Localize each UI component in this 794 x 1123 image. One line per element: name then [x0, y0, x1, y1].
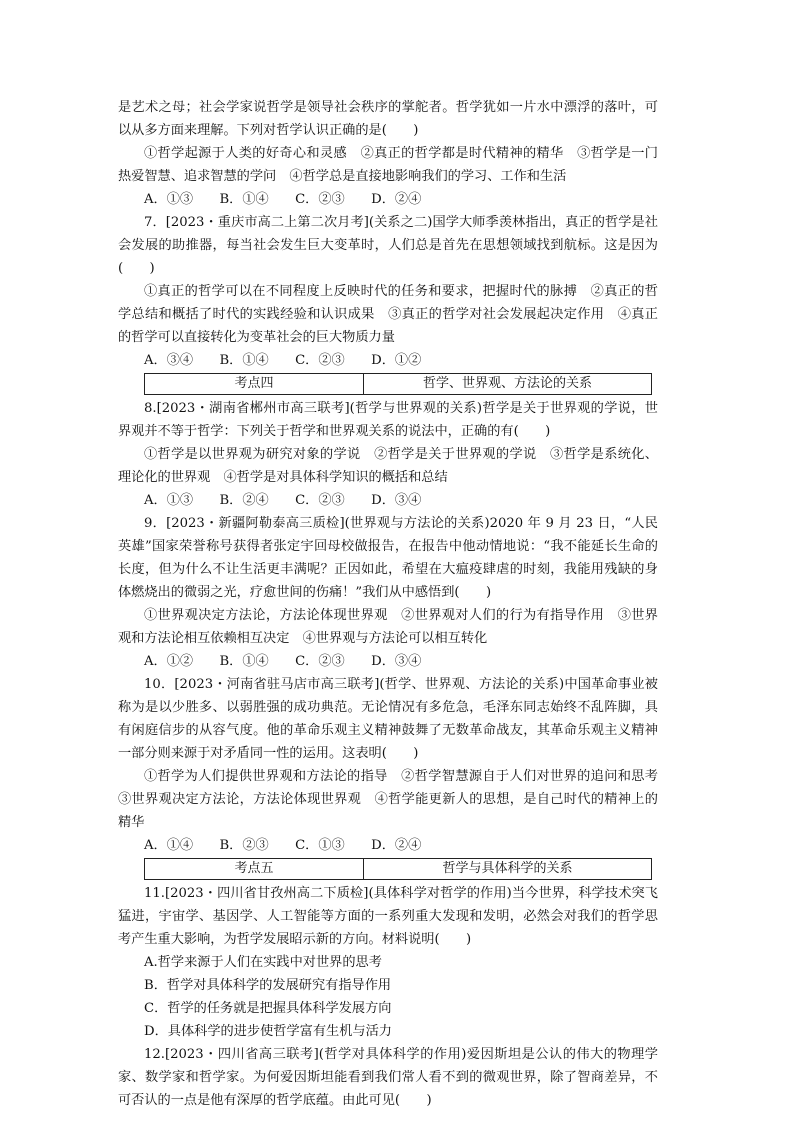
q7-stem: 7．[2023・重庆市高二上第二次月考](关系之二)国学大师季羡林指出，真正的哲学是社会发展的助推器，每当社会发生巨大变革时，人们总是首先在思想领域找到航标。这是因为( ): [118, 215, 658, 276]
q10-options: A．①④ B．②③ C．①③ D．②④: [144, 838, 422, 853]
section-label: 考点四: [145, 374, 364, 394]
q11-stem: 11.[2023・四川省甘孜州高二下质检](具体科学对哲学的作用)当今世界，科学技术突飞猛进，宇宙学、基因学、人工智能等方面的一系列重大发现和发明，必然会对我们的哲学思考产生重大影响，为哲学发展昭示新的方向。材料说明( ): [118, 886, 658, 947]
q6-items: ①哲学起源于人类的好奇心和灵感 ②真正的哲学都是时代精神的精华 ③哲学是一门热爱智慧、追求智慧的学问 ④哲学总是直接地影响我们的学习、工作和生活: [118, 146, 658, 184]
q10-items: ①哲学为人们提供世界观和方法论的指导 ②哲学智慧源自于人们对世界的追问和思考 ③世界观决定方法论，方法论体现世界观 ④哲学能更新人的思想，是自己时代的精神上的精华: [118, 769, 672, 830]
q9-options: A．①② B．①④ C．②③ D．③④: [144, 654, 422, 669]
q7-items: ①真正的哲学可以在不同程度上反映时代的任务和要求，把握时代的脉搏 ②真正的哲学总结和概括了时代的实践经验和认识成果 ③真正的哲学对社会发展起决定作用 ④真正的哲学可以直接转化为变革社会的巨大物质力量: [118, 284, 658, 345]
worksheet-page: [118, 96, 672, 1112]
section-label: 考点五: [145, 859, 364, 879]
q8-stem: 8.[2023・湖南省郴州市高三联考](哲学与世界观的关系)哲学是关于世界观的学说，世界观并不等于哲学：下列关于哲学和世界观关系的说法中，正确的有( ): [118, 401, 658, 439]
q11-option-b: B．哲学对具体科学的发展研究有指导作用: [144, 978, 392, 993]
q12-stem: 12.[2023・四川省高三联考](哲学对具体科学的作用)爱因斯坦是公认的伟大的物理学家、数学家和哲学家。为何爱因斯坦能看到我们常人看不到的微观世界，除了智商差异，不可否认的一点是他有深厚的哲学底蕴。由此可见( ): [118, 1047, 658, 1108]
q6-options: A．①③ B．①④ C．②③ D．②④: [144, 192, 422, 207]
section-header-5: [144, 858, 652, 880]
q9-items: ①世界观决定方法论，方法论体现世界观 ②世界观对人们的行为有指导作用 ③世界观和方法论相互依赖相互决定 ④世界观与方法论可以相互转化: [118, 608, 658, 646]
q7-options: A．③④ B．①④ C．②③ D．①②: [144, 353, 422, 368]
q8-items: ①哲学是以世界观为研究对象的学说 ②哲学是关于世界观的学说 ③哲学是系统化、理论化的世界观 ④哲学是对具体科学知识的概括和总结: [118, 447, 658, 485]
q8-options: A．①③ B．②④ C．②③ D．③④: [144, 493, 422, 508]
section-header-4: [144, 373, 652, 395]
q6-stem: 是艺术之母；社会学家说哲学是领导社会秩序的掌舵者。哲学犹如一片水中漂浮的落叶，可以从多方面来理解。下列对哲学认识正确的是( ): [118, 100, 658, 138]
q11-option-a: A.哲学来源于人们在实践中对世界的思考: [144, 955, 382, 970]
section-title: 哲学与具体科学的关系: [442, 861, 573, 876]
q9-stem: 9．[2023・新疆阿勒泰高三质检](世界观与方法论的关系)2020 年 9 月 23 日，“人民英雄”国家荣誉称号获得者张定宇回母校做报告，在报告中他动情地说：“我不能延长生命的长度，但为什么不让生活更丰满呢？正因如此，希望在大瘟疫肆虐的时刻，我能用残缺的身体燃烧出的微弱之光，疗愈世间的伤痛！”我们从中感悟到( ): [118, 516, 658, 600]
q11-option-d: D．具体科学的进步使哲学富有生机与活力: [144, 1024, 392, 1039]
q11-option-c: C．哲学的任务就是把握具体科学发展方向: [144, 1001, 392, 1016]
section-title: 哲学、世界观、方法论的关系: [422, 376, 592, 391]
q10-stem: 10．[2023・河南省驻马店市高三联考](哲学、世界观、方法论的关系)中国革命事业被称为是以少胜多、以弱胜强的成功典范。无论情况有多危急，毛泽东同志始终不乱阵脚，具有闲庭信步的从容气度。他的革命乐观主义精神鼓舞了无数革命战友，其革命乐观主义精神一部分则来源于对矛盾同一性的运用。这表明( ): [118, 677, 658, 761]
